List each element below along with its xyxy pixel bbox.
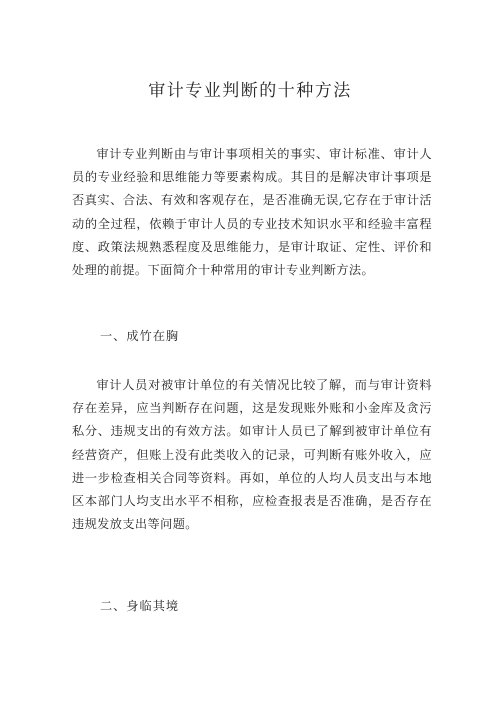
document-title: 审计专业判断的十种方法 bbox=[148, 81, 352, 101]
intro-paragraph: 审计专业判断由与审计事项相关的事实、审计标准、审计人员的专业经验和思维能力等要素构成。其目的是解决审计事项是否真实、合法、有效和客观存在，是否准确无误,它存在于审计活动的全过程，依赖于审计人员的专业技术知识水平和经验丰富程度、政策法规熟悉程度及思维能力，是审计取证、定性、评价和处理的前提。下面简介十种常用的审计专业判断方法。 bbox=[72, 147, 432, 278]
section-heading-2: 二、身临其境 bbox=[100, 599, 180, 613]
section-body-1: 审计人员对被审计单位的有关情况比较了解，而与审计资料存在差异，应当判断存在问题，这是发现账外账和小金库及贪污私分、违规支出的有效方法。如审计人员已了解到被审计单位有经营资产，但账上没有此类收入的记录，可判断有账外收入，应进一步检查相关合同等资料。再如，单位的人均人员支出与本地区本部门人均支出水平不相称，应检查报表是否准确，是否存在违规发放支出等问题。 bbox=[72, 378, 432, 532]
section-heading-1: 一、成竹在胸 bbox=[100, 329, 180, 343]
